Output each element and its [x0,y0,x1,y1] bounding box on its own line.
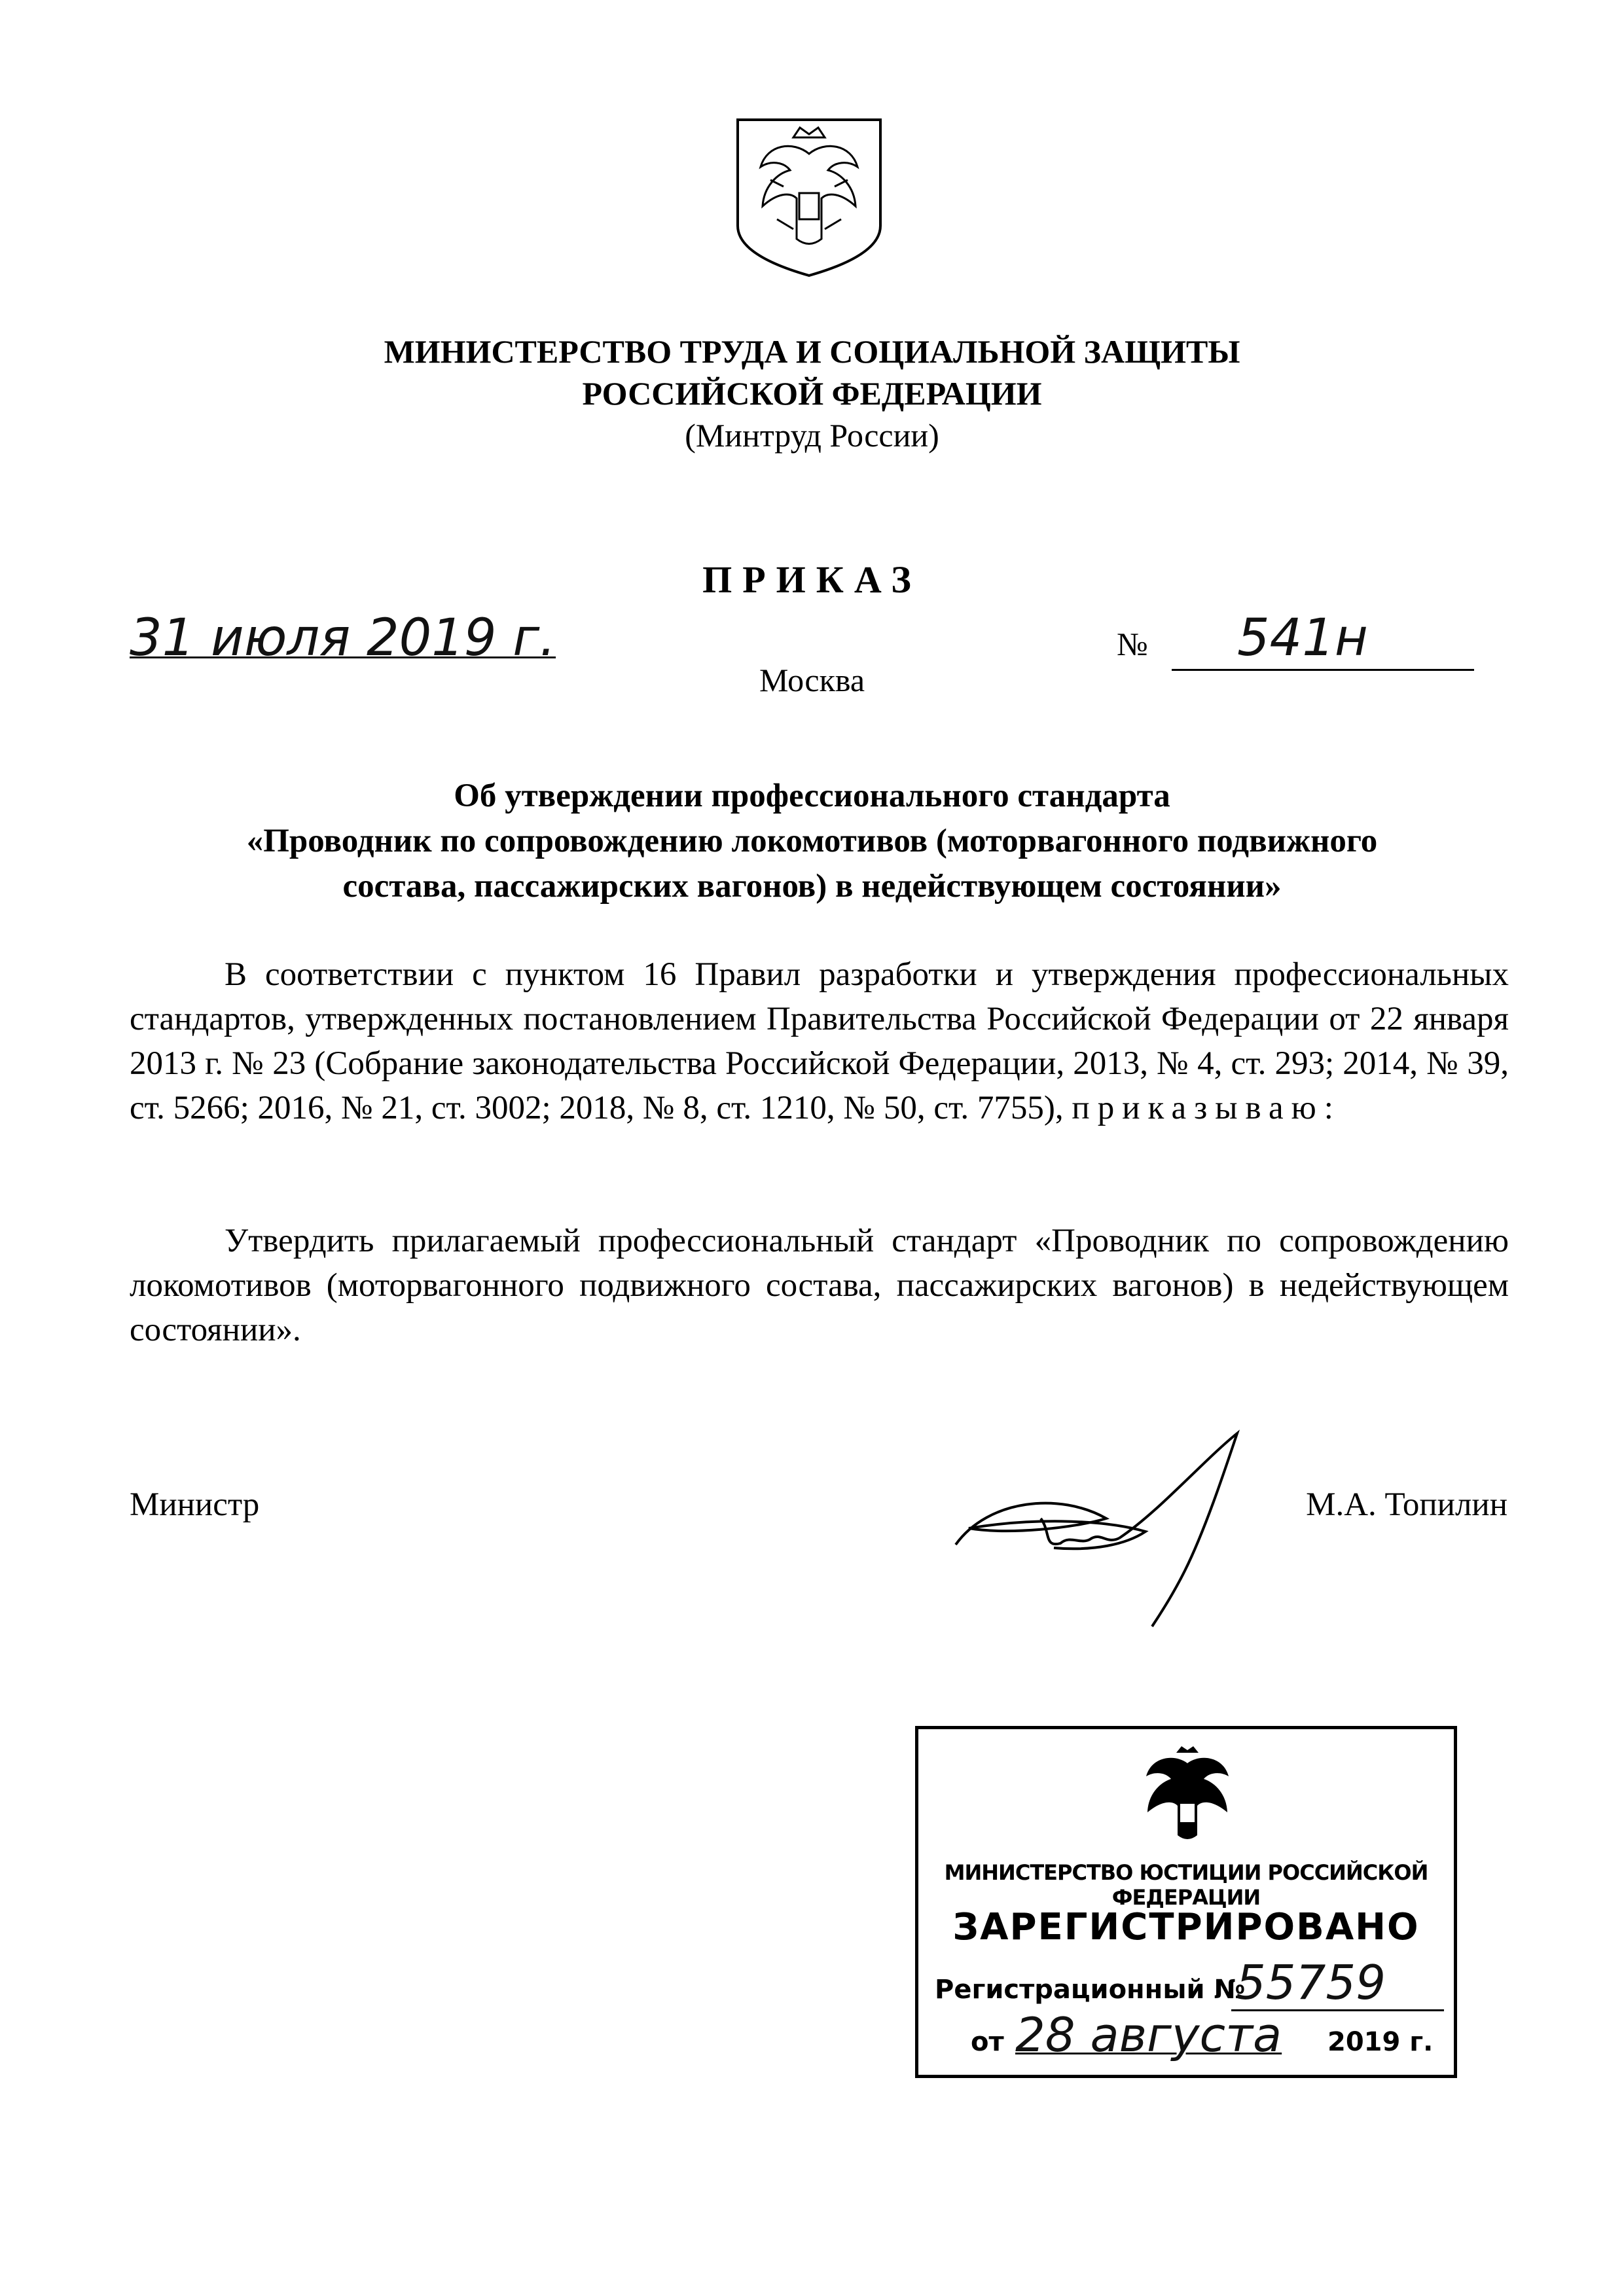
ministry-short-name: (Минтруд России) [685,417,939,454]
stamp-reg-number-label: Регистрационный № [935,1975,1246,2005]
body-paragraph-1 [130,952,1509,1130]
order-number: 541н [1237,609,1368,668]
ministry-name-line-1: МИНИСТЕРСТВО ТРУДА И СОЦИАЛЬНОЙ ЗАЩИТЫ [384,333,1240,370]
body-paragraph-2: Утвердить прилагаемый профессиональный стандарт «Проводник по сопровождению локомотивов (моторвагонного подвижного состава, пассажирских вагонов) в недействующем состоянии». [130,1223,1509,1348]
subject-line-3: состава, пассажирских вагонов) в недействующем состоянии» [342,868,1282,905]
order-subject [144,774,1480,909]
coat-of-arms-icon [731,115,887,278]
subject-line-2: «Проводник по сопровождению локомотивов (моторвагонного подвижного [246,823,1378,859]
stamp-date: 28 августа [1015,2007,1282,2062]
registration-stamp [915,1726,1457,2078]
stamp-from-label: от [971,2027,1004,2057]
ministry-name-line-2: РОССИЙСКОЙ ФЕДЕРАЦИИ [582,375,1042,412]
subject-line-1: Об утверждении профессионального стандарта [454,778,1170,814]
order-city: Москва [759,662,865,698]
signatory-name: М.А. Топилин [1306,1486,1507,1523]
stamp-year: 2019 г. [1327,2027,1434,2057]
stamp-status: ЗАРЕГИСТРИРОВАНО [952,1906,1420,1948]
coat-of-arms-icon [1132,1744,1243,1855]
order-action-word: приказываю: [1072,1090,1341,1126]
order-date: 31 июля 2019 г. [130,609,556,668]
ministry-name [0,331,1624,414]
document-type-title: ПРИКАЗ [702,558,922,601]
stamp-reg-number: 55759 [1236,1955,1386,2010]
paragraph-1-text: В соответствии с пунктом 16 Правил разработки и утверждения профессиональных стандартов, утвержденных постановлением Правительства Российской Федерации от 22 января 2013 г. № 23 (Собрание законодательства Российской Федерации, 2013, № 4, ст. 293; 2014, № 39, ст. 5266; 2016, № 21, ст. 3002; 2018, № 8, ст. 1210, № 50, ст. 7755), [130,956,1509,1126]
signatory-title: Министр [130,1486,260,1523]
stamp-ministry-name: МИНИСТЕРСТВО ЮСТИЦИИ РОССИЙСКОЙ ФЕДЕРАЦИИ [944,1860,1428,1910]
order-number-label: № [1117,626,1148,662]
handwritten-signature-icon [929,1420,1296,1636]
